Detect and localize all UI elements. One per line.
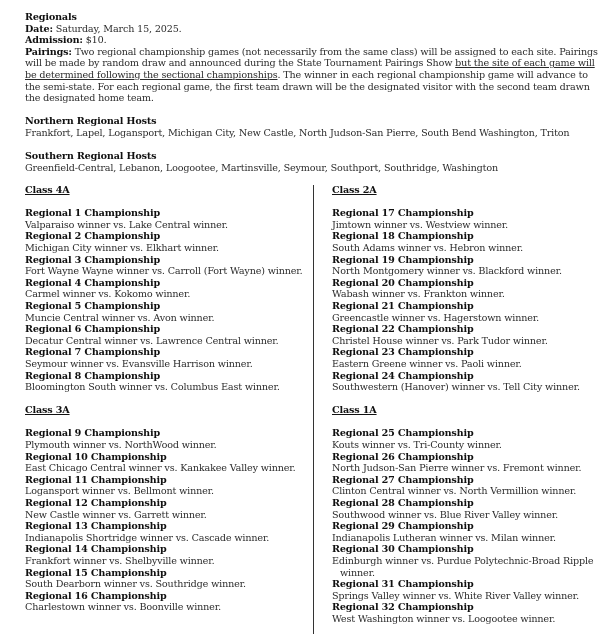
game-item (332, 544, 612, 579)
date-label: Date: (25, 23, 53, 35)
game-item (332, 255, 612, 278)
game-title: Regional 22 Championship (332, 324, 474, 336)
game-item (25, 591, 310, 614)
game-matchup: Muncie Central winner vs. Avon winner. (25, 312, 215, 324)
pairings-text-underlined: but the site of each game will be determined following the sectional championships (25, 58, 595, 81)
game-matchup: Frankfort winner vs. Shelbyville winner. (25, 556, 215, 567)
left-column (25, 185, 310, 614)
game-item (25, 208, 310, 231)
game-matchup: Decatur Central winner vs. Lawrence Central winner. (25, 335, 279, 347)
game-item (332, 452, 612, 475)
game-matchup: South Dearborn winner vs. Southridge winner. (25, 579, 246, 591)
game-title: Regional 26 Championship (332, 451, 474, 463)
game-item (332, 301, 612, 324)
admission-line (25, 35, 605, 47)
game-title: Regional 13 Championship (25, 521, 167, 533)
game-matchup: Plymouth winner vs. NorthWood winner. (25, 440, 217, 452)
game-title: Regional 14 Championship (25, 544, 167, 556)
game-matchup: Christel House winner vs. Park Tudor winner. (332, 335, 548, 347)
game-item (25, 255, 310, 278)
game-matchup: South Adams winner vs. Hebron winner. (332, 242, 523, 254)
admission-label: Admission: (25, 35, 83, 47)
game-matchup: Indianapolis Shortridge winner vs. Cascade winner. (25, 532, 270, 544)
game-item (332, 347, 612, 370)
game-matchup: Southwestern (Hanover) winner vs. Tell City winner. (332, 382, 580, 394)
game-matchup: West Washington winner vs. Loogootee winner. (332, 613, 556, 625)
game-title: Regional 3 Championship (25, 254, 161, 266)
game-title: Regional 11 Championship (25, 474, 167, 486)
pairings-text-2: . The winner in each regional championship game will advance to the semi-state. For each regional game, the first team drawn will be the designated visitor with the second team drawn the designated home team. (25, 69, 590, 105)
northern-hosts-title: Northern Regional Hosts (25, 116, 157, 128)
game-title: Regional 16 Championship (25, 590, 167, 602)
game-matchup: Charlestown winner vs. Boonville winner. (25, 602, 221, 614)
game-item (332, 231, 612, 254)
game-title: Regional 15 Championship (25, 567, 167, 579)
game-matchup: Jimtown winner vs. Westview winner. (332, 219, 509, 231)
games-list (332, 428, 612, 625)
game-title: Regional 5 Championship (25, 300, 161, 312)
game-matchup: North Judson-San Pierre winner vs. Fremont winner. (332, 463, 582, 475)
game-title: Regional 25 Championship (332, 428, 474, 440)
class-title: Class 4A (25, 185, 70, 196)
game-item (332, 498, 612, 521)
game-item (25, 475, 310, 498)
game-matchup: Seymour winner vs. Evansville Harrison winner. (25, 358, 253, 370)
game-item (25, 544, 310, 567)
pairings-paragraph (25, 47, 605, 105)
game-matchup: Springs Valley winner vs. White River Valley winner. (332, 590, 579, 602)
game-title: Regional 8 Championship (25, 370, 161, 382)
game-item (25, 452, 310, 475)
game-title: Regional 20 Championship (332, 277, 474, 289)
game-matchup: Carmel winner vs. Kokomo winner. (25, 289, 191, 301)
game-title: Regional 29 Championship (332, 521, 474, 533)
games-list (25, 428, 310, 614)
game-title: Regional 1 Championship (25, 208, 161, 220)
game-matchup: Michigan City winner vs. Elkhart winner. (25, 242, 219, 254)
admission-value: $10. (85, 35, 107, 47)
class-columns (25, 185, 605, 634)
game-item (25, 347, 310, 370)
game-matchup: Indianapolis Lutheran winner vs. Milan winner. (332, 532, 556, 544)
game-item (332, 579, 612, 602)
game-item (332, 602, 612, 625)
pairings-label: Pairings: (25, 46, 72, 58)
game-item (332, 475, 612, 498)
game-matchup: Valparaiso winner vs. Lake Central winner. (25, 219, 228, 231)
game-title: Regional 17 Championship (332, 208, 474, 220)
game-matchup: Fort Wayne Wayne winner vs. Carroll (Fort Wayne) winner. (25, 266, 303, 278)
game-item (25, 278, 310, 301)
game-title: Regional 32 Championship (332, 602, 474, 614)
class-title: Class 3A (25, 405, 70, 417)
game-title: Regional 23 Championship (332, 347, 474, 359)
southern-hosts-title: Southern Regional Hosts (25, 151, 157, 163)
northern-hosts-list: Frankfort, Lapel, Logansport, Michigan City, New Castle, North Judson-San Pierre, South Bend Washington, Triton (25, 127, 570, 139)
game-matchup: Bloomington South winner vs. Columbus East winner. (25, 382, 280, 394)
game-item (25, 324, 310, 347)
southern-hosts (25, 151, 605, 174)
games-list (25, 208, 310, 394)
game-item (25, 301, 310, 324)
game-matchup: North Montgomery winner vs. Blackford winner. (332, 266, 562, 278)
game-title: Regional 4 Championship (25, 277, 161, 289)
game-title: Regional 6 Championship (25, 324, 161, 336)
game-title: Regional 24 Championship (332, 370, 474, 382)
class-section (25, 405, 310, 614)
northern-hosts (25, 116, 605, 139)
games-list (332, 208, 612, 394)
game-matchup: Greencastle winner vs. Hagerstown winner. (332, 312, 540, 324)
game-matchup: Eastern Greene winner vs. Paoli winner. (332, 358, 522, 370)
class-section (332, 405, 612, 625)
game-item (25, 521, 310, 544)
hosts-section (25, 116, 605, 174)
game-item (332, 371, 612, 394)
game-item (332, 278, 612, 301)
southern-hosts-list: Greenfield-Central, Lebanon, Loogootee, Martinsville, Seymour, Southport, Southridge, Washington (25, 162, 498, 174)
class-title: Class 2A (332, 185, 377, 196)
game-title: Regional 7 Championship (25, 347, 161, 359)
game-title: Regional 9 Championship (25, 428, 161, 440)
column-divider (313, 185, 314, 634)
page-title: Regionals (25, 12, 77, 23)
game-item (332, 324, 612, 347)
class-title: Class 1A (332, 405, 377, 417)
game-title: Regional 28 Championship (332, 498, 474, 510)
game-item (332, 428, 612, 451)
game-title: Regional 19 Championship (332, 254, 474, 266)
game-item (25, 231, 310, 254)
date-value: Saturday, March 15, 2025. (55, 23, 182, 35)
game-matchup: Southwood winner vs. Blue River Valley winner. (332, 509, 559, 521)
date-line (25, 24, 605, 36)
document-page (25, 12, 605, 174)
game-item (25, 371, 310, 394)
game-item (25, 428, 310, 451)
game-matchup: New Castle winner vs. Garrett winner. (25, 509, 207, 521)
game-title: Regional 18 Championship (332, 231, 474, 243)
class-section (25, 185, 310, 394)
intro-section (25, 12, 605, 105)
game-title: Regional 12 Championship (25, 498, 167, 510)
game-matchup: Kouts winner vs. Tri-County winner. (332, 440, 502, 452)
game-item (332, 521, 612, 544)
class-section (332, 185, 612, 394)
game-matchup: Clinton Central winner vs. North Vermillion winner. (332, 486, 577, 498)
right-column (332, 185, 612, 626)
game-title: Regional 30 Championship (332, 544, 474, 556)
game-matchup: Logansport winner vs. Bellmont winner. (25, 486, 214, 498)
game-title: Regional 27 Championship (332, 474, 474, 486)
game-matchup: East Chicago Central winner vs. Kankakee Valley winner. (25, 463, 296, 475)
game-item (332, 208, 612, 231)
game-matchup: Wabash winner vs. Frankton winner. (332, 289, 505, 301)
game-title: Regional 10 Championship (25, 451, 167, 463)
game-title: Regional 31 Championship (332, 579, 474, 591)
pairings-text-1: Two regional championship games (not necessarily from the same class) will be assigned to each site. Pairings will be made by random draw and announced during the State Tournament Pairings Show (25, 46, 598, 70)
game-title: Regional 21 Championship (332, 300, 474, 312)
game-item (25, 498, 310, 521)
game-matchup: Edinburgh winner vs. Purdue Polytechnic-Broad Ripple winner. (332, 556, 594, 579)
game-title: Regional 2 Championship (25, 231, 161, 243)
game-item (25, 568, 310, 591)
